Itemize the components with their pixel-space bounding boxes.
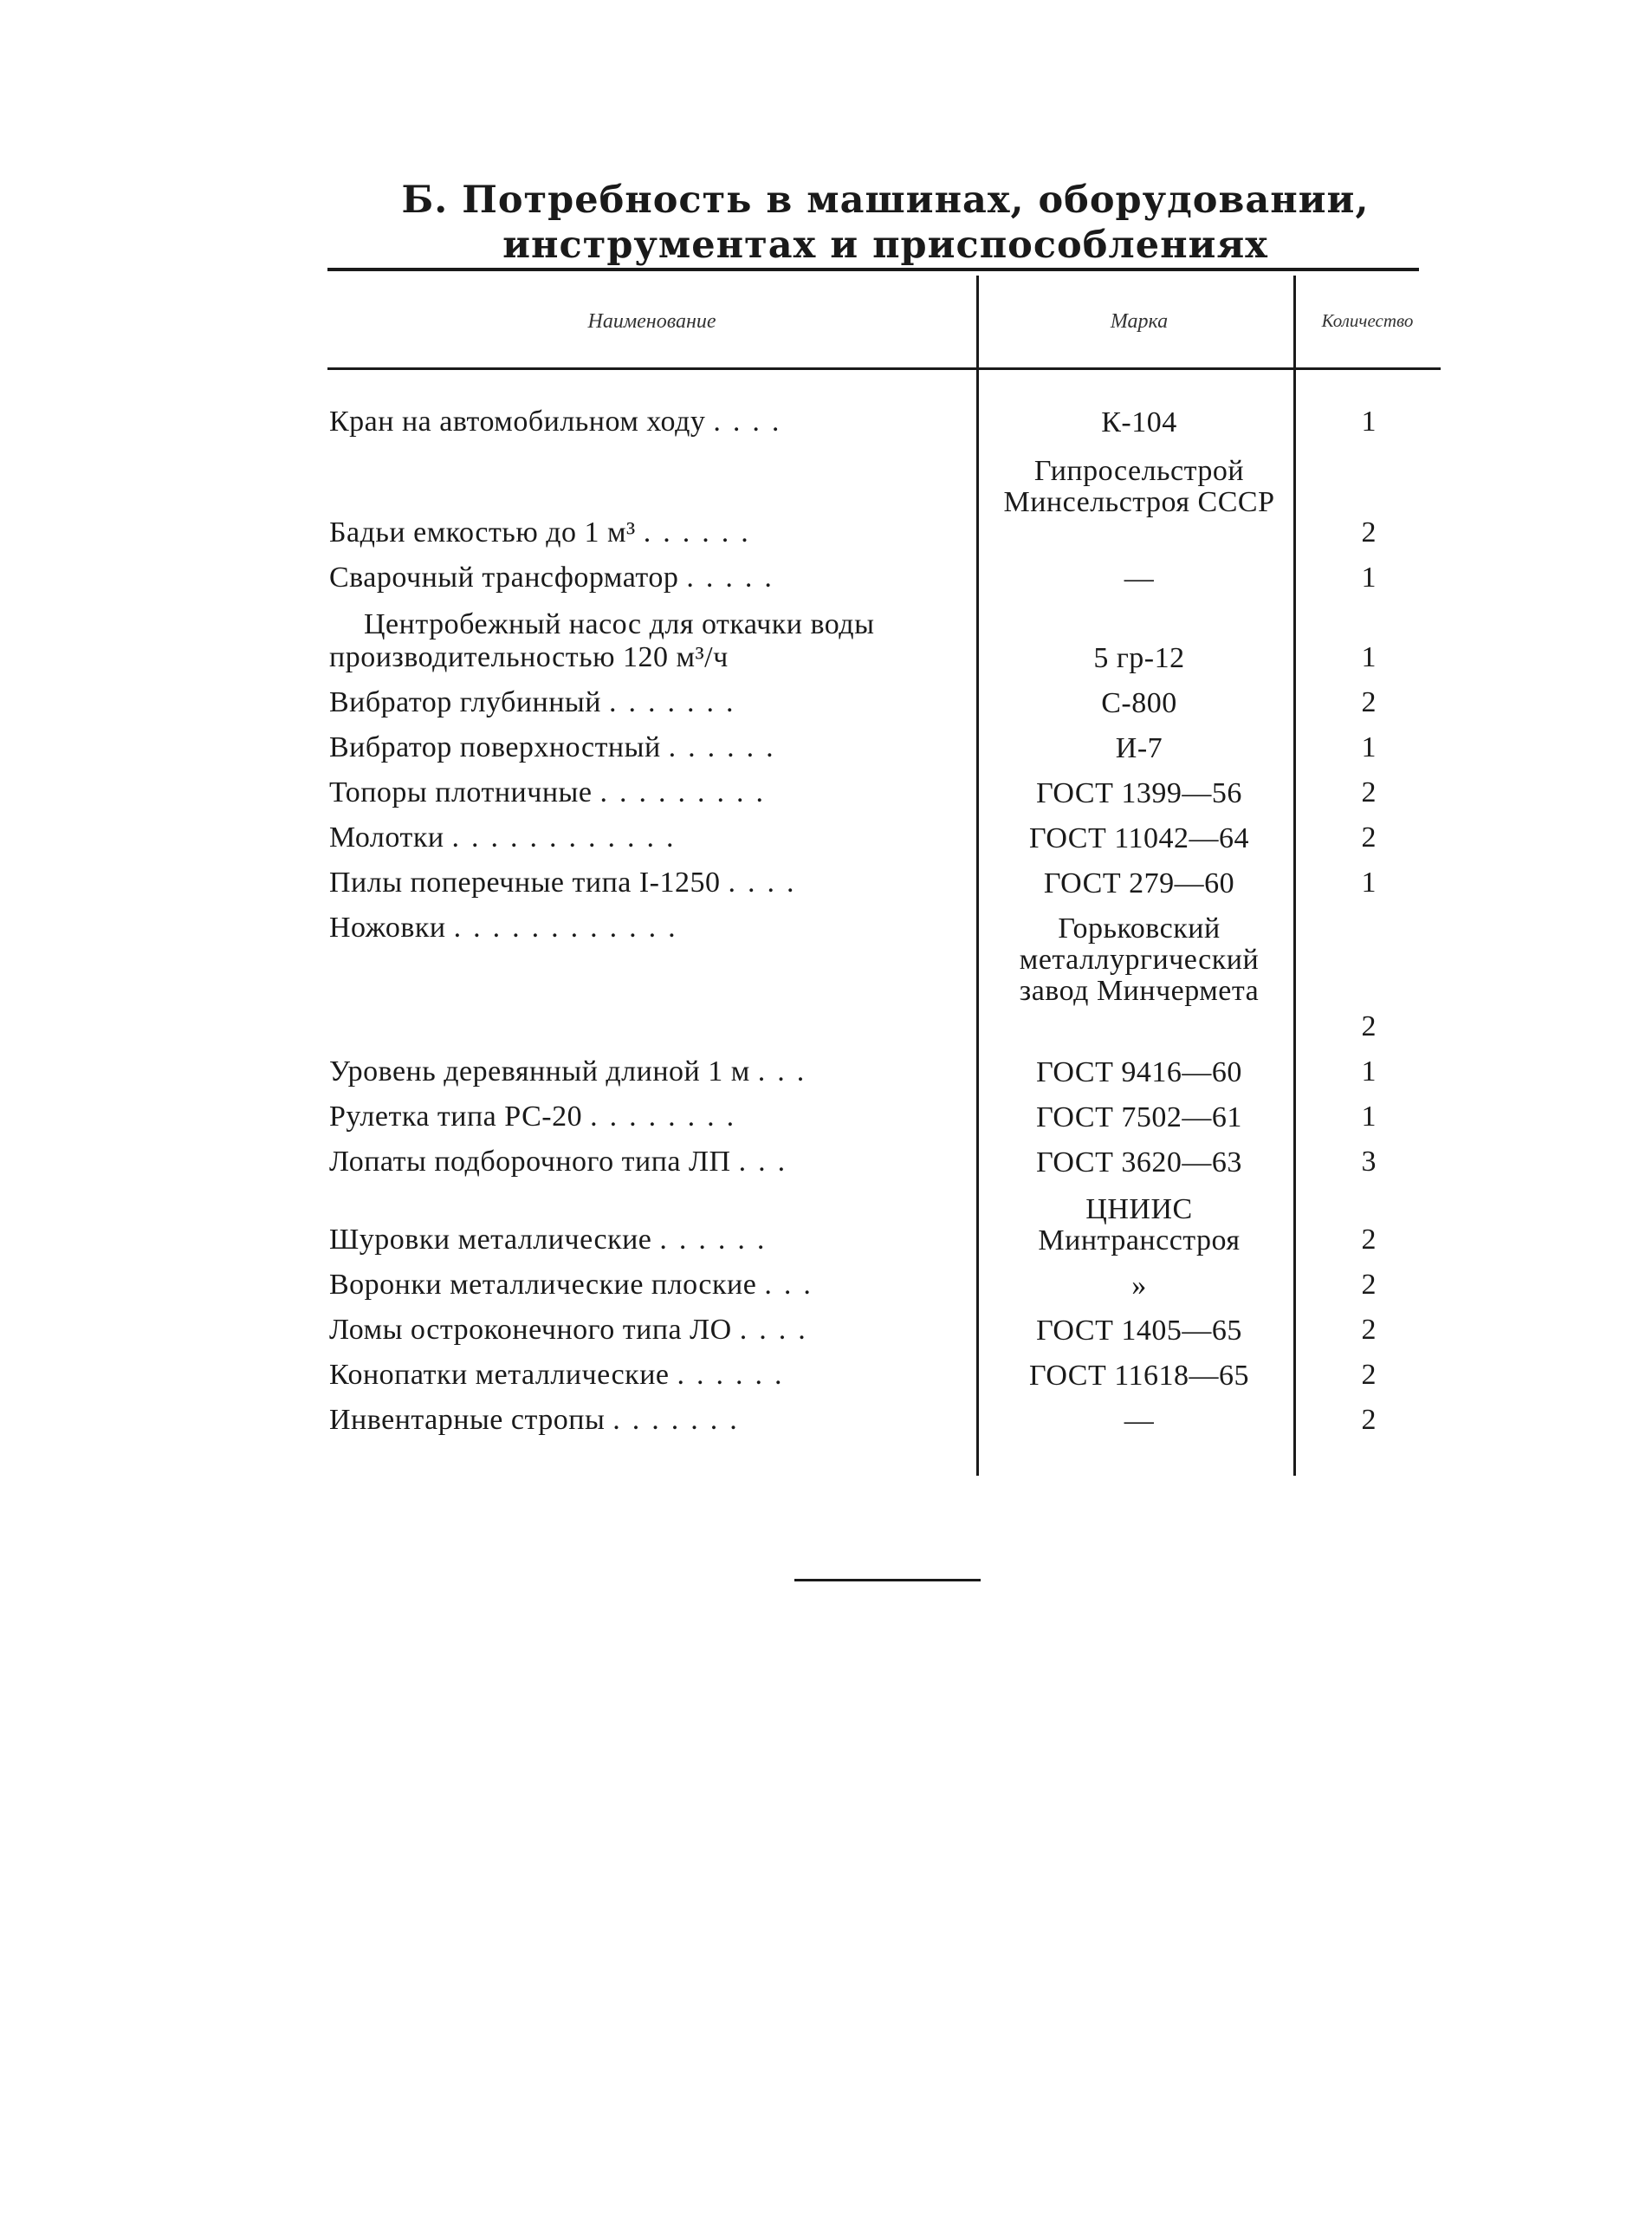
page-title xyxy=(322,178,1448,268)
table-row-name: Молотки ............ xyxy=(329,821,686,854)
table-row-qty: 2 xyxy=(1361,821,1377,854)
table-row-mark: ГОСТ 7502—61 xyxy=(1036,1101,1242,1133)
table-row-name: Вибратор поверхностный ...... xyxy=(329,731,786,763)
table-row-name: Рулетка типа РС-20 ........ xyxy=(329,1101,747,1133)
table-row-qty: 2 xyxy=(1361,776,1377,808)
table-row-mark: ГОСТ 279—60 xyxy=(1043,867,1235,899)
header-qty: Количество xyxy=(1321,310,1414,331)
table-row-name: Пилы поперечные типа I-1250 .... xyxy=(329,867,807,899)
table-row-qty: 3 xyxy=(1361,1146,1377,1178)
title-line-1: Б. Потребность в машинах, оборудовании, xyxy=(401,179,1370,222)
table-row-mark: ГОСТ 11042—64 xyxy=(1029,822,1249,854)
table-row-mark: — xyxy=(1124,562,1155,594)
table-row-mark: 5 гр-12 xyxy=(1093,642,1185,674)
table-row-qty: 2 xyxy=(1361,1314,1377,1346)
title-line-2: инструментах и приспособлениях xyxy=(502,224,1268,267)
table-row-mark: — xyxy=(1124,1405,1155,1437)
table-row-name: Шуровки металлические ...... xyxy=(329,1224,777,1256)
table-row-name: Инвентарные стропы ....... xyxy=(329,1404,749,1436)
table-row-name: Ломы остроконечного типа ЛО .... xyxy=(329,1314,818,1346)
table-row-mark: ГОСТ 9416—60 xyxy=(1036,1056,1242,1088)
table-row-name: Ножовки ............ xyxy=(329,912,688,944)
table-row-name: Лопаты подборочного типа ЛП ... xyxy=(329,1146,798,1178)
table-row-qty: 2 xyxy=(1361,686,1377,718)
table-row-qty: 1 xyxy=(1361,1101,1377,1133)
table-row-name: Кран на автомобильном ходу .... xyxy=(329,406,792,438)
table-row-name: Сварочный трансформатор ..... xyxy=(329,562,784,594)
table-row-qty: 1 xyxy=(1361,406,1377,438)
table-row-mark: К-104 xyxy=(1101,406,1177,438)
table-row-name: Центробежный насос для откачки воды производительностью 120 м³/ч xyxy=(329,608,875,673)
table-row-mark: Горьковский металлургический завод Минчермета xyxy=(1019,912,1260,1007)
table-row-qty: 1 xyxy=(1361,641,1377,673)
table-row-qty: 2 xyxy=(1361,1269,1377,1301)
header-mark: Марка xyxy=(1110,310,1169,333)
end-rule xyxy=(794,1579,981,1581)
table-row-qty: 2 xyxy=(1361,516,1377,549)
table-row-name: Уровень деревянный длиной 1 м ... xyxy=(329,1055,817,1088)
table-row-mark: Гипросельстрой Минсельстроя СССР xyxy=(1003,455,1275,518)
table-row-name: Топоры плотничные ......... xyxy=(329,776,775,808)
table-row-qty: 2 xyxy=(1361,1010,1377,1042)
table-row-mark: И-7 xyxy=(1115,732,1163,764)
table-row-qty: 2 xyxy=(1361,1404,1377,1436)
table-row-name: Воронки металлические плоские ... xyxy=(329,1269,823,1301)
table-row-mark: » xyxy=(1131,1269,1147,1302)
table-top-rule xyxy=(327,268,1419,271)
header-name: Наименование xyxy=(587,310,716,333)
column-divider-1 xyxy=(976,276,979,1476)
table-row-name: Конопатки металлические ...... xyxy=(329,1359,794,1391)
table-row-mark: ГОСТ 1405—65 xyxy=(1036,1315,1242,1347)
table-row-qty: 2 xyxy=(1361,1224,1377,1256)
table-row-name: Вибратор глубинный ....... xyxy=(329,686,746,718)
table-row-qty: 1 xyxy=(1361,867,1377,899)
table-row-qty: 1 xyxy=(1361,562,1377,594)
table-row-qty: 2 xyxy=(1361,1359,1377,1391)
table-row-mark: С-800 xyxy=(1101,687,1177,719)
table-row-mark: ГОСТ 3620—63 xyxy=(1036,1146,1242,1178)
table-row-qty: 1 xyxy=(1361,1055,1377,1088)
header-bottom-rule xyxy=(327,367,1441,370)
table-row-mark: ЦНИИС Минтрансстроя xyxy=(1038,1193,1241,1256)
table-row-qty: 1 xyxy=(1361,731,1377,763)
table-row-name: Бадьи емкостью до 1 м³ ...... xyxy=(329,516,761,549)
table-row-mark: ГОСТ 11618—65 xyxy=(1029,1360,1249,1392)
table-row-mark: ГОСТ 1399—56 xyxy=(1036,777,1242,809)
